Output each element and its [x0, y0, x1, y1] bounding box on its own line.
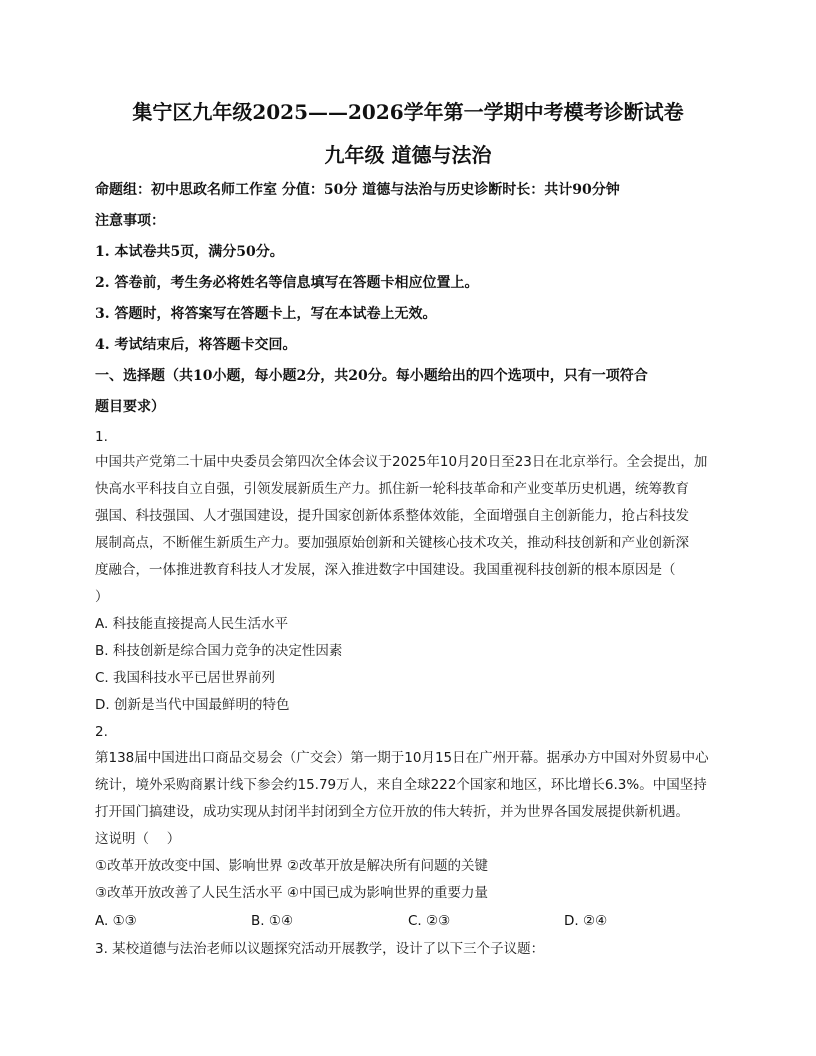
section-heading-continued: 题目要求）	[95, 399, 165, 415]
question-stem-line: 展制高点，不断催生新质生产力。要加强原始创新和关键核心技术攻关，推动科技创新和产业创新深	[95, 535, 689, 551]
question-stem-line: 快高水平科技自立自强，引领发展新质生产力。抓住新一轮科技革命和产业变革历史机遇，统筹教育	[95, 481, 689, 497]
question-stem-line: 度融合，一体推进教育科技人才发展，深入推进数字中国建设。我国重视科技创新的根本原因是（	[95, 562, 676, 578]
section-heading: 一、选择题（共10小题，每小题2分，共20分。每小题给出的四个选项中，只有一项符合	[95, 368, 648, 384]
notice-heading: 注意事项：	[95, 213, 165, 229]
question-stem-line: 中国共产党第二十届中央委员会第四次全体会议于2025年10月20日至23日在北京举行。全会提出，加	[95, 454, 708, 470]
answer-option-c: C. 我国科技水平已居世界前列	[95, 670, 276, 686]
statement-line: ③改革开放改善了人民生活水平 ④中国已成为影响世界的重要力量	[95, 885, 488, 901]
answer-option-d: D. 创新是当代中国最鲜明的特色	[95, 697, 290, 713]
statement-line: ①改革开放改变中国、影响世界 ②改革开放是解决所有问题的关键	[95, 858, 488, 874]
answer-option-a: A. ①③	[95, 913, 137, 929]
question-stem-line: ）	[95, 589, 109, 605]
question-number: 1.	[95, 429, 108, 445]
notice-item: 3. 答题时，将答案写在答题卡上，写在本试卷上无效。	[95, 306, 437, 322]
question-stem-line: 第138届中国进出口商品交易会（广交会）第一期于10月15日在广州开幕。据承办方中国对外贸易中心	[95, 750, 709, 766]
question-stem-line: 3. 某校道德与法治老师以议题探究活动开展教学，设计了以下三个子议题：	[95, 941, 545, 957]
question-stem-line: 这说明（ ）	[95, 831, 181, 847]
exam-subtitle: 九年级 道德与法治	[324, 143, 492, 167]
question-number: 2.	[95, 724, 108, 740]
exam-info: 命题组：初中思政名师工作室 分值：50分 道德与法治与历史诊断时长：共计90分钟	[95, 182, 620, 198]
notice-item: 2. 答卷前，考生务必将姓名等信息填写在答题卡相应位置上。	[95, 275, 479, 291]
answer-option-b: B. 科技创新是综合国力竞争的决定性因素	[95, 643, 343, 659]
answer-option-d: D. ②④	[564, 913, 608, 929]
answer-option-a: A. 科技能直接提高人民生活水平	[95, 616, 289, 632]
answer-option-c: C. ②③	[408, 913, 451, 929]
notice-item: 4. 考试结束后，将答题卡交回。	[95, 337, 297, 353]
exam-title: 集宁区九年级2025——2026学年第一学期中考模考诊断试卷	[132, 100, 684, 124]
notice-item: 1. 本试卷共5页，满分50分。	[95, 244, 284, 260]
question-stem-line: 打开国门搞建设，成功实现从封闭半封闭到全方位开放的伟大转折，并为世界各国发展提供新机遇。	[95, 804, 689, 820]
answer-option-b: B. ①④	[251, 913, 294, 929]
question-stem-line: 强国、科技强国、人才强国建设，提升国家创新体系整体效能，全面增强自主创新能力，抢占科技发	[95, 508, 689, 524]
question-stem-line: 统计，境外采购商累计线下参会约15.79万人，来自全球222个国家和地区，环比增长6.3%。中国坚持	[95, 777, 707, 793]
